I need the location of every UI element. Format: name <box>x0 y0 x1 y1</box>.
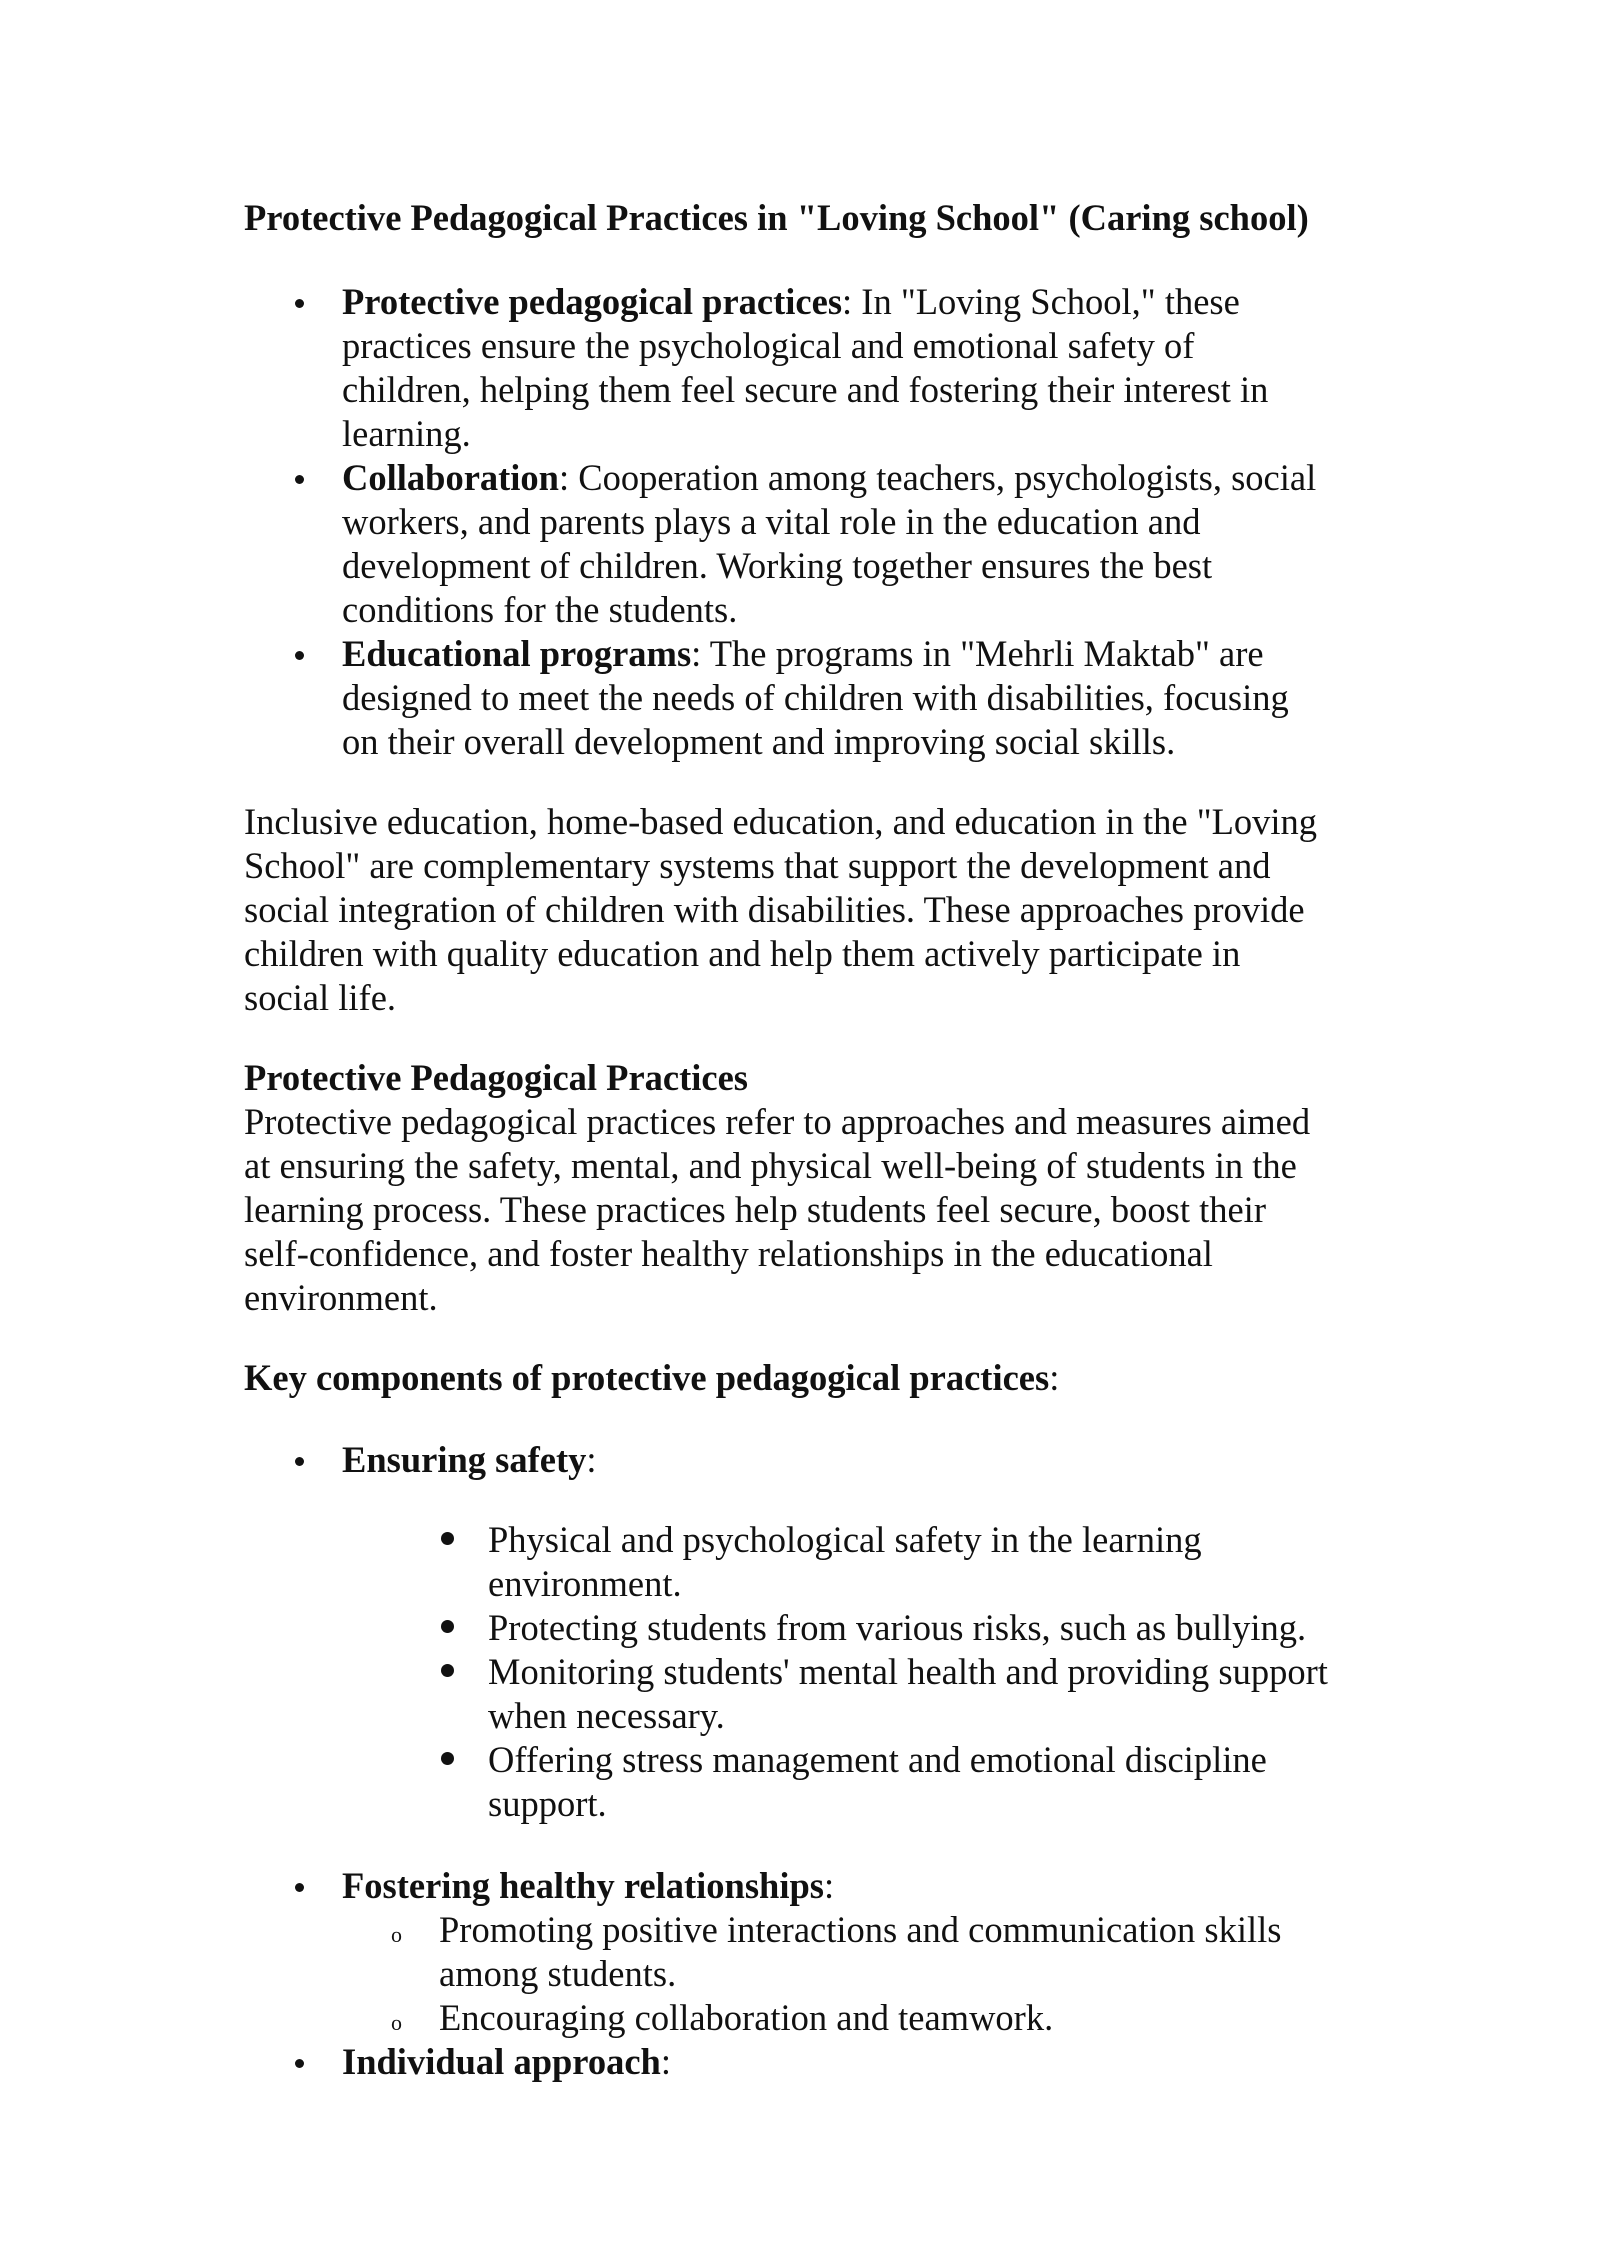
sublist-item: Promoting positive interactions and communication skills <box>439 1909 1282 1950</box>
paragraph-line: environment. <box>244 1277 438 1318</box>
colon: : <box>586 1439 597 1480</box>
list-item-text: : Cooperation among teachers, psychologists, social <box>559 457 1317 498</box>
paragraph-line: self-confidence, and foster healthy relationships in the educational <box>244 1233 1213 1274</box>
sublist-item: Protecting students from various risks, such as bullying. <box>488 1607 1307 1648</box>
list-item-term: Individual approach <box>342 2041 661 2082</box>
paragraph-line: children with quality education and help them actively participate in <box>244 933 1241 974</box>
list-item-line: learning. <box>342 413 471 454</box>
list-item-term: Collaboration <box>342 457 559 498</box>
sublist-item: Offering stress management and emotional discipline <box>488 1739 1267 1780</box>
sublist-item-line: environment. <box>488 1563 682 1604</box>
colon: : <box>1049 1357 1060 1398</box>
list-item-text: : In "Loving School," these <box>842 281 1240 322</box>
bullet-icon <box>441 1664 454 1677</box>
list-item-line: practices ensure the psychological and emotional safety of <box>342 325 1195 366</box>
list-item-text: : The programs in "Mehrli Maktab" are <box>691 633 1264 674</box>
bullet-icon <box>441 1752 454 1765</box>
document-title: Protective Pedagogical Practices in "Loving School" (Caring school) <box>244 197 1309 238</box>
key-components-heading <box>244 1356 1059 1400</box>
bullet-icon <box>295 475 304 484</box>
bullet-icon <box>295 651 304 660</box>
bullet-icon <box>295 1457 304 1466</box>
circle-bullet-icon: o <box>391 2010 402 2035</box>
sublist-item-line: support. <box>488 1783 607 1824</box>
list-item <box>342 2040 671 2084</box>
bullet-icon <box>295 299 304 308</box>
list-item-term: Educational programs <box>342 633 692 674</box>
paragraph-line: learning process. These practices help students feel secure, boost their <box>244 1189 1266 1230</box>
list-item <box>342 1864 834 1908</box>
colon: : <box>823 1865 835 1906</box>
list-item <box>342 632 1264 676</box>
paragraph-line: at ensuring the safety, mental, and physical well-being of students in the <box>244 1145 1297 1186</box>
list-item-line: conditions for the students. <box>342 589 738 630</box>
bullet-icon <box>441 1532 454 1545</box>
list-item-term: Fostering healthy relationships <box>342 1865 824 1906</box>
key-components-term: Key components of protective pedagogical practices <box>244 1357 1050 1398</box>
list-item <box>342 456 1316 500</box>
bullet-icon <box>441 1620 454 1633</box>
list-item-line: children, helping them feel secure and fostering their interest in <box>342 369 1269 410</box>
paragraph-line: Protective pedagogical practices refer to approaches and measures aimed <box>244 1101 1311 1142</box>
paragraph-line: Inclusive education, home-based education, and education in the "Loving <box>244 801 1318 842</box>
colon: : <box>660 2041 671 2082</box>
list-item <box>342 1438 597 1482</box>
paragraph-line: School" are complementary systems that support the development and <box>244 845 1271 886</box>
sublist-item: Monitoring students' mental health and providing support <box>488 1651 1328 1692</box>
list-item-term: Protective pedagogical practices <box>342 281 843 322</box>
list-item <box>342 280 1240 324</box>
sublist-item: Physical and psychological safety in the learning <box>488 1519 1202 1560</box>
sublist-item-line: when necessary. <box>488 1695 725 1736</box>
circle-bullet-icon: o <box>391 1922 402 1947</box>
sublist-item: Encouraging collaboration and teamwork. <box>439 1997 1054 2038</box>
list-item-line: designed to meet the needs of children with disabilities, focusing <box>342 677 1289 718</box>
paragraph-line: social integration of children with disabilities. These approaches provide <box>244 889 1305 930</box>
list-item-term: Ensuring safety <box>342 1439 587 1480</box>
list-item-line: on their overall development and improving social skills. <box>342 721 1176 762</box>
list-item-line: development of children. Working together ensures the best <box>342 545 1213 586</box>
paragraph-line: social life. <box>244 977 397 1018</box>
bullet-icon <box>295 2059 304 2068</box>
section-heading: Protective Pedagogical Practices <box>244 1057 749 1098</box>
list-item-line: workers, and parents plays a vital role in the education and <box>342 501 1201 542</box>
bullet-icon <box>295 1883 304 1892</box>
sublist-item-line: among students. <box>439 1953 677 1994</box>
